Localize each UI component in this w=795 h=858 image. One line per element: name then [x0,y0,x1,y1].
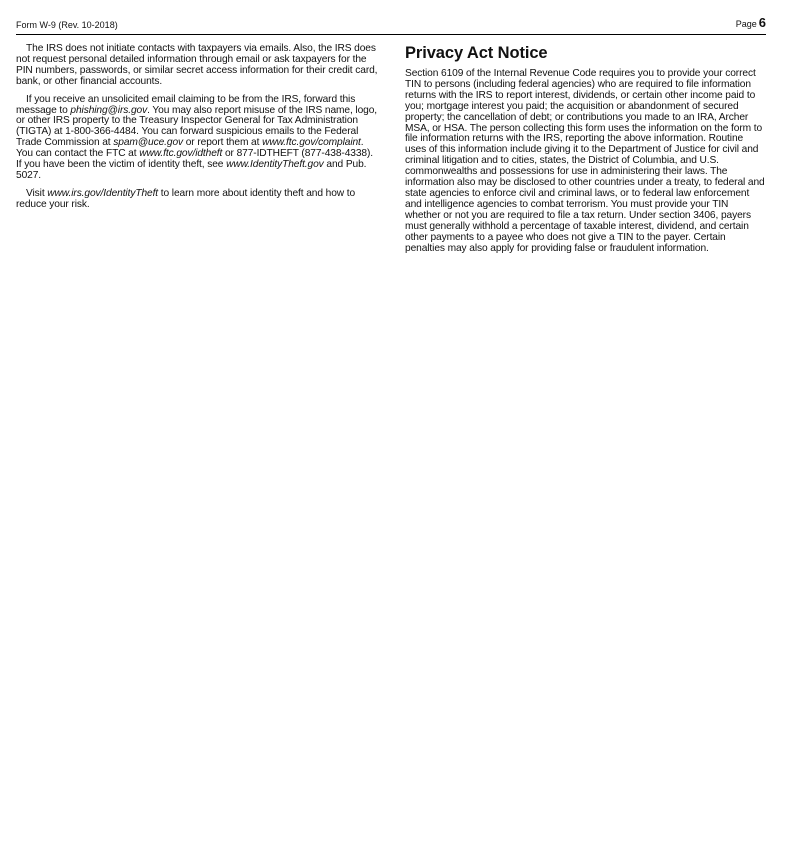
right-column [405,43,766,254]
url-ftc-idtheft: www.ftc.gov/idtheft [139,148,223,160]
text-segment: or 877-IDTHEFT (877-438-4338). If you have been the victim of identity theft, see [16,148,373,171]
paragraph-irs-contact: The IRS does not initiate contacts with taxpayers via emails. Also, the IRS does not request personal detailed information through email or ask taxpayers for the PIN numbers, passwords, or similar secret access information for their credit card, bank, or other financial accounts. [16,43,378,87]
section-heading: Privacy Act Notice [405,44,548,62]
url-identitytheft: www.IdentityTheft.gov [226,159,324,171]
document-page [16,0,766,858]
page-number: 6 [758,15,766,30]
email-spam: spam@uce.gov [113,137,184,149]
paragraph-privacy-act: Section 6109 of the Internal Revenue Code requires you to provide your correct TIN to persons (including federal agencies) who are required to file information returns with the IRS to report interest, dividends, or certain other income paid to you; mortgage interest you paid; the acquisition or abandonment of secured property; the cancellation of debt; or contributions you made to an IRA, Archer MSA, or HSA. The person collecting this form uses the information on the form to file information returns with the IRS, reporting the above information. Routine uses of this information include giving it to the Department of Justice for civil and criminal litigation and to cities, states, the District of Columbia, and U.S. commonwealths and possessions for use in administering their laws. The information also may be disclosed to other countries under a treaty, to federal and state agencies to enforce civil and criminal laws, or to federal law enforcement and intelligence agencies to combat terrorism. You must provide your TIN whether or not you are required to file a tax return. Under section 3406, payers must generally withhold a percentage of taxable interest, dividend, and certain other payments to a payee who does not give a TIN to the payer. Certain penalties may also apply for providing false or fraudulent information. [405,68,765,254]
text-segment: If you receive an unsolicited email claiming to be from the IRS, forward this message to [16,93,356,116]
paragraph-visit-irs [16,189,380,211]
page-number-label [736,16,766,31]
text-segment: and Pub. 5027. [16,159,367,181]
form-identifier: Form W-9 (Rev. 10-2018) [16,20,118,30]
url-ftc-complaint: www.ftc.gov/complaint [262,137,361,149]
text-segment: Visit [26,187,48,199]
url-irs-identitytheft: www.irs.gov/IdentityTheft [47,187,159,199]
text-segment: . You can contact the FTC at [16,137,364,160]
page-label: Page [735,19,757,29]
text-segment: to learn more about identity theft and how to reduce your risk. [16,187,356,210]
left-column [16,44,380,211]
text-segment: or report them at [183,137,263,149]
paragraph-report-phishing [16,95,380,182]
page-header [16,12,766,35]
email-phishing: phishing@irs.gov [70,104,148,116]
text-segment: . You may also report misuse of the IRS name, logo, or other IRS property to the Treasury Inspector General for Tax Administration (TIGTA) at 1-800-366-4484. You can forward suspicious emails to the Federal Trade Commission at [16,104,378,149]
